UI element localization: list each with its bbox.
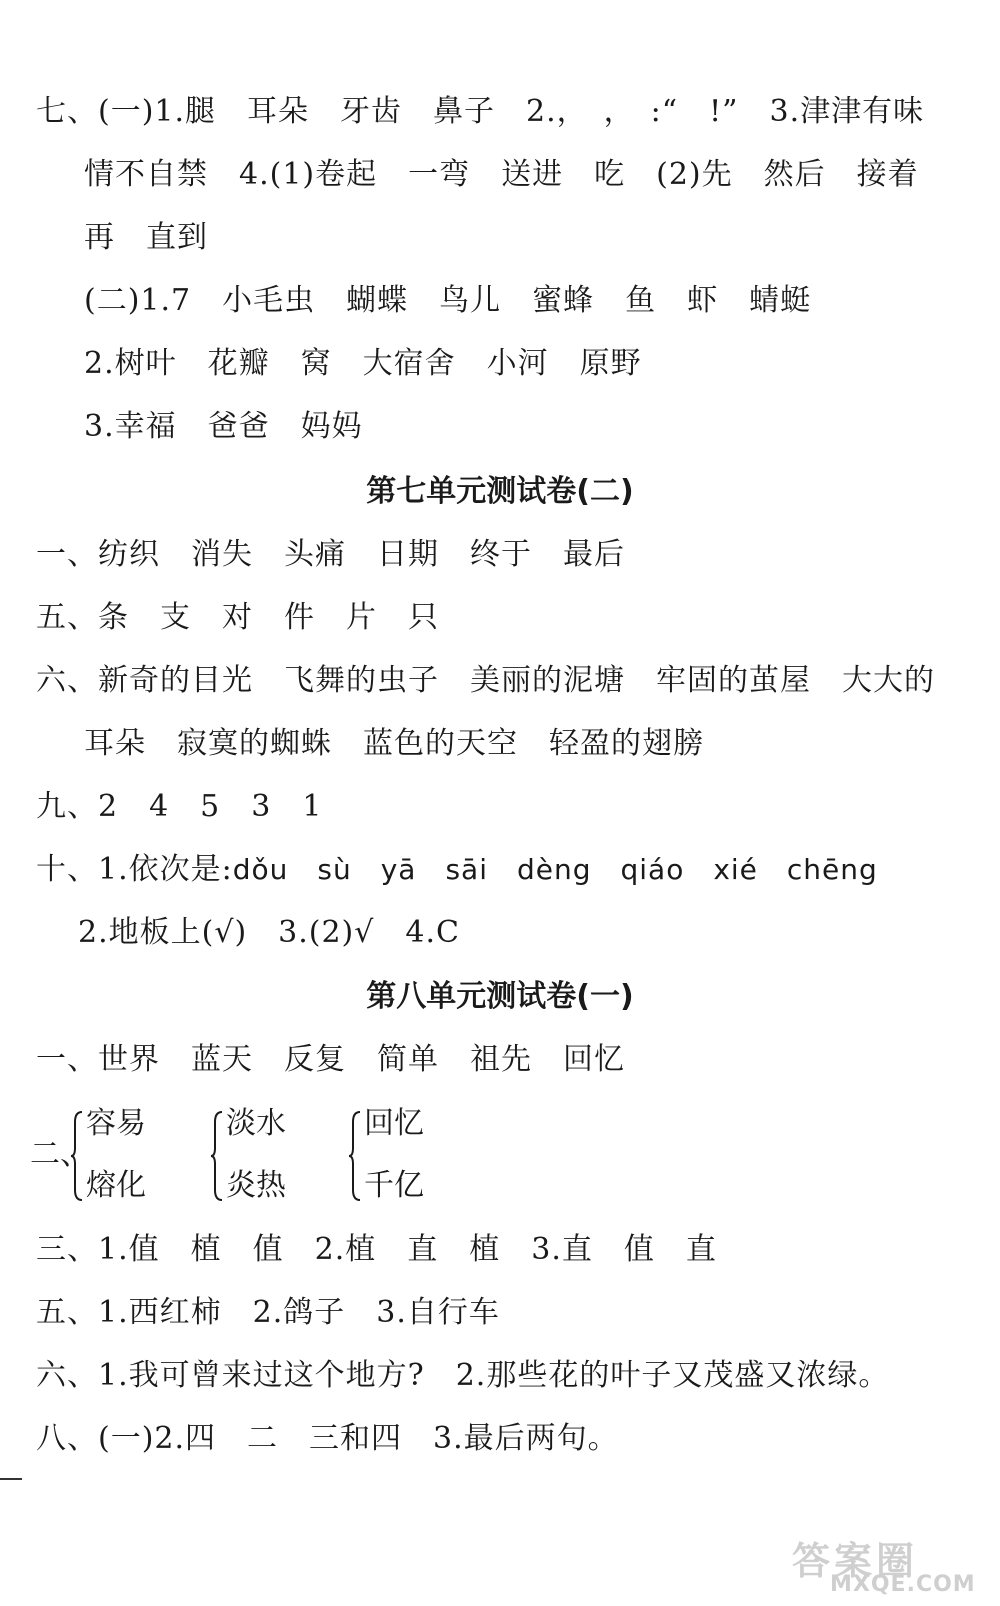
word-group-1-top: 容易: [86, 1106, 146, 1141]
answer-line-7-5: 2.树叶 花瓣 窝 大宿舍 小河 原野: [84, 346, 642, 381]
answer-q6-line1: 六、新奇的目光 飞舞的虫子 美丽的泥塘 牢固的茧屋 大大的: [36, 663, 935, 698]
word-group-3-bottom: 千亿: [364, 1168, 424, 1203]
answer-q3-unit8: 三、1.值 植 值 2.植 直 植 3.直 值 直: [36, 1232, 717, 1267]
answer-q2-label: 二、: [30, 1137, 90, 1172]
watermark-logo: [792, 1530, 982, 1600]
answer-q1: 一、纺织 消失 头痛 日期 终于 最后: [36, 537, 625, 572]
answer-line-7-4: (二)1.7 小毛虫 蝴蝶 鸟儿 蜜蜂 鱼 虾 蜻蜓: [84, 283, 812, 318]
answer-q9: 九、2 4 5 3 1: [36, 789, 323, 824]
answer-q10-line2: 2.地板上(√) 3.(2)√ 4.C: [78, 915, 460, 950]
answer-line-7-2: 情不自禁 4.(1)卷起 一弯 送进 吃 (2)先 然后 接着: [84, 157, 919, 192]
answer-q5: 五、条 支 对 件 片 只: [36, 600, 439, 635]
watermark-top-text: 答案圈: [792, 1539, 919, 1583]
word-group-2-bottom: 炎热: [226, 1168, 286, 1203]
page-edge-mark: [0, 1478, 22, 1480]
section-title-unit8-test1: 第八单元测试卷(一): [366, 979, 634, 1014]
answer-q10-prefix: 十、1.依次是:: [36, 852, 233, 887]
answer-q10-pinyin: dǒu sù yā sāi dèng qiáo xié chēng: [232, 853, 878, 886]
word-group-2-top: 淡水: [226, 1106, 286, 1141]
answer-line-7-1: 七、(一)1.腿 耳朵 牙齿 鼻子 2.， ， :“ !” 3.津津有味: [36, 94, 925, 129]
word-group-3-top: 回忆: [364, 1106, 424, 1141]
section-title-unit7-test2: 第七单元测试卷(二): [366, 474, 634, 509]
answer-line-7-6: 3.幸福 爸爸 妈妈: [84, 409, 363, 444]
answer-q1-unit8: 一、世界 蓝天 反复 简单 祖先 回忆: [36, 1042, 625, 1077]
answer-line-7-3: 再 直到: [84, 220, 208, 255]
answer-q5-unit8: 五、1.西红柿 2.鸽子 3.自行车: [36, 1295, 500, 1330]
brace-icon: [348, 1110, 362, 1202]
brace-icon: [210, 1110, 224, 1202]
answer-q6-unit8: 六、1.我可曾来过这个地方? 2.那些花的叶子又茂盛又浓绿。: [36, 1358, 890, 1393]
word-group-1-bottom: 熔化: [86, 1168, 146, 1203]
brace-icon: [70, 1110, 84, 1202]
watermark-bottom-text: MXQE.COM: [830, 1572, 976, 1597]
answer-q6-line2: 耳朵 寂寞的蜘蛛 蓝色的天空 轻盈的翅膀: [84, 726, 704, 761]
answer-q8-unit8: 八、(一)2.四 二 三和四 3.最后两句。: [36, 1421, 619, 1456]
answer-q10-line1: [36, 850, 878, 890]
